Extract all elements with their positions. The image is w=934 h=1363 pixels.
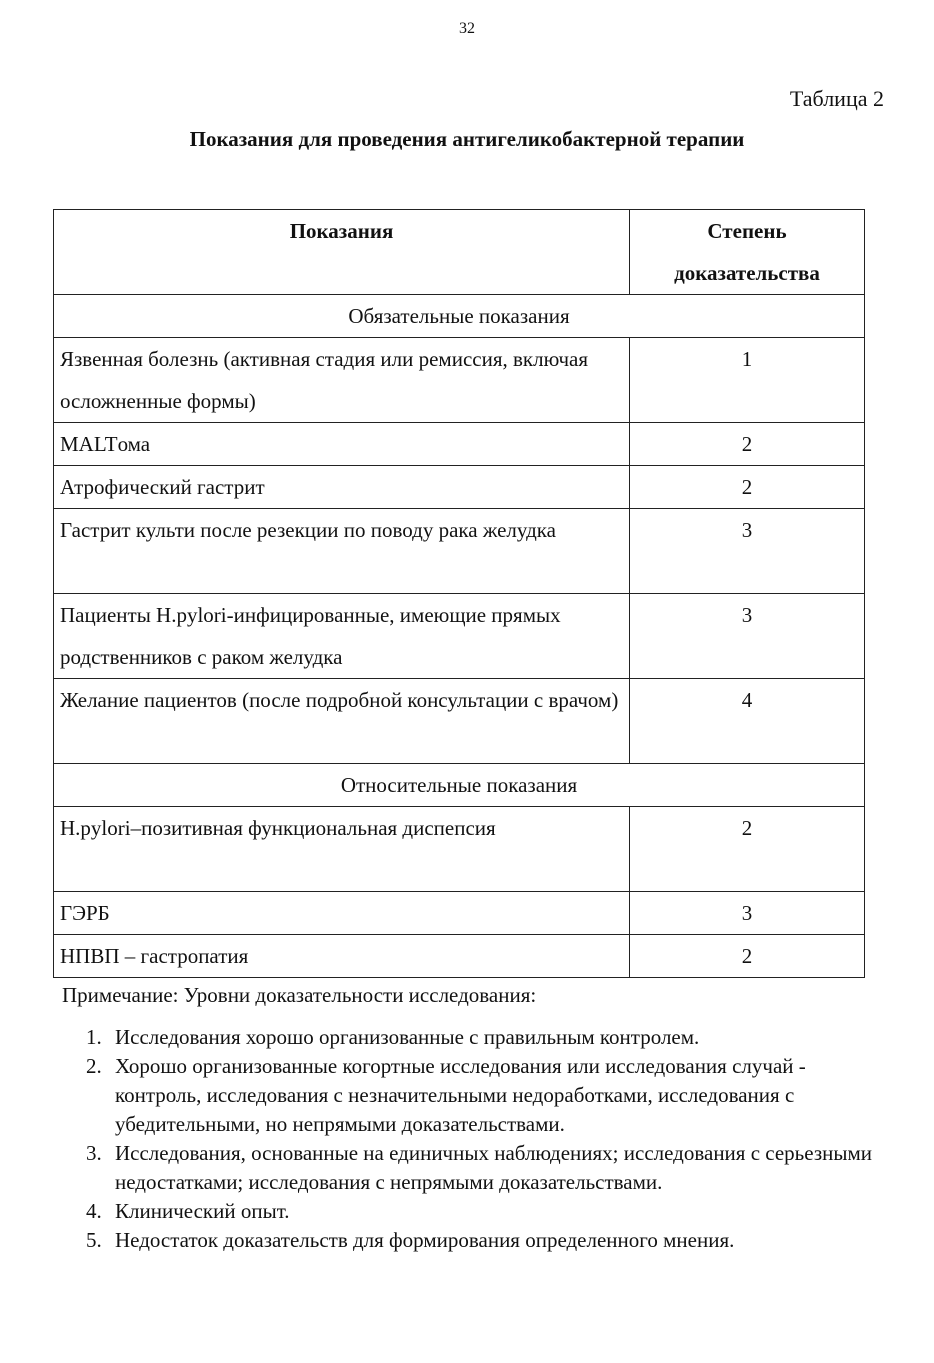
table-row: [54, 338, 865, 423]
list-item: [62, 1139, 892, 1197]
list-item: [62, 1052, 892, 1139]
grade-cell: 2: [630, 466, 865, 509]
list-number: 1.: [86, 1025, 102, 1049]
grade-cell: 1: [630, 338, 865, 423]
table-row: [54, 807, 865, 892]
section-title: Относительные показания: [54, 764, 865, 807]
list-text: Исследования, основанные на единичных наблюдениях; исследования с серьезными недостатками; исследования с непрямыми доказательствами.: [115, 1141, 872, 1194]
evidence-levels-list: [62, 1023, 892, 1255]
indication-cell: НПВП – гастропатия: [54, 935, 630, 978]
page-number: 32: [459, 20, 475, 37]
indication-cell: Пациенты H.pylori-инфицированные, имеющие прямых родственников с раком желудка: [54, 594, 630, 679]
table-row: [54, 423, 865, 466]
section-row-relative: [54, 764, 865, 807]
page-title: Показания для проведения антигеликобактерной терапии: [189, 127, 745, 151]
grade-cell: 2: [630, 935, 865, 978]
indication-cell: Атрофический гастрит: [54, 466, 630, 509]
section-row-mandatory: [54, 295, 865, 338]
grade-cell: 2: [630, 807, 865, 892]
section-title: Обязательные показания: [54, 295, 865, 338]
indication-cell: MALTома: [54, 423, 630, 466]
table-row: [54, 466, 865, 509]
list-number: 4.: [86, 1199, 102, 1223]
list-item: [62, 1226, 892, 1255]
list-text: Хорошо организованные когортные исследования или исследования случай - контроль, исследования с незначительными недоработками, исследования с убедительными, но непрямыми доказательствами.: [115, 1054, 806, 1136]
list-text: Исследования хорошо организованные с правильным контролем.: [115, 1025, 700, 1049]
indication-cell: Желание пациентов (после подробной консультации с врачом): [54, 679, 630, 764]
indication-cell: ГЭРБ: [54, 892, 630, 935]
indication-cell: H.pylori–позитивная функциональная диспепсия: [54, 807, 630, 892]
table-row: [54, 594, 865, 679]
indications-table: [53, 209, 865, 978]
table-label: Таблица 2: [789, 86, 884, 111]
grade-cell: 2: [630, 423, 865, 466]
list-number: 2.: [86, 1054, 102, 1078]
header-grade-line2: доказательства: [674, 261, 820, 285]
list-text: Недостаток доказательств для формирования определенного мнения.: [115, 1228, 735, 1252]
list-number: 3.: [86, 1141, 102, 1165]
table-note: Примечание: Уровни доказательности исследования:: [62, 983, 537, 1007]
header-grade-line1: Степень: [707, 219, 787, 243]
list-item: [62, 1023, 892, 1052]
grade-cell: 3: [630, 509, 865, 594]
table-row: [54, 509, 865, 594]
header-grade: [630, 210, 865, 295]
grade-cell: 4: [630, 679, 865, 764]
table-header-row: [54, 210, 865, 295]
list-text: Клинический опыт.: [115, 1199, 290, 1223]
indication-cell: Язвенная болезнь (активная стадия или ремиссия, включая осложненные формы): [54, 338, 630, 423]
list-number: 5.: [86, 1228, 102, 1252]
list-item: [62, 1197, 892, 1226]
indication-cell: Гастрит культи после резекции по поводу рака желудка: [54, 509, 630, 594]
header-indication: Показания: [54, 210, 630, 295]
table-row: [54, 679, 865, 764]
grade-cell: 3: [630, 892, 865, 935]
grade-cell: 3: [630, 594, 865, 679]
table-row: [54, 935, 865, 978]
table-row: [54, 892, 865, 935]
